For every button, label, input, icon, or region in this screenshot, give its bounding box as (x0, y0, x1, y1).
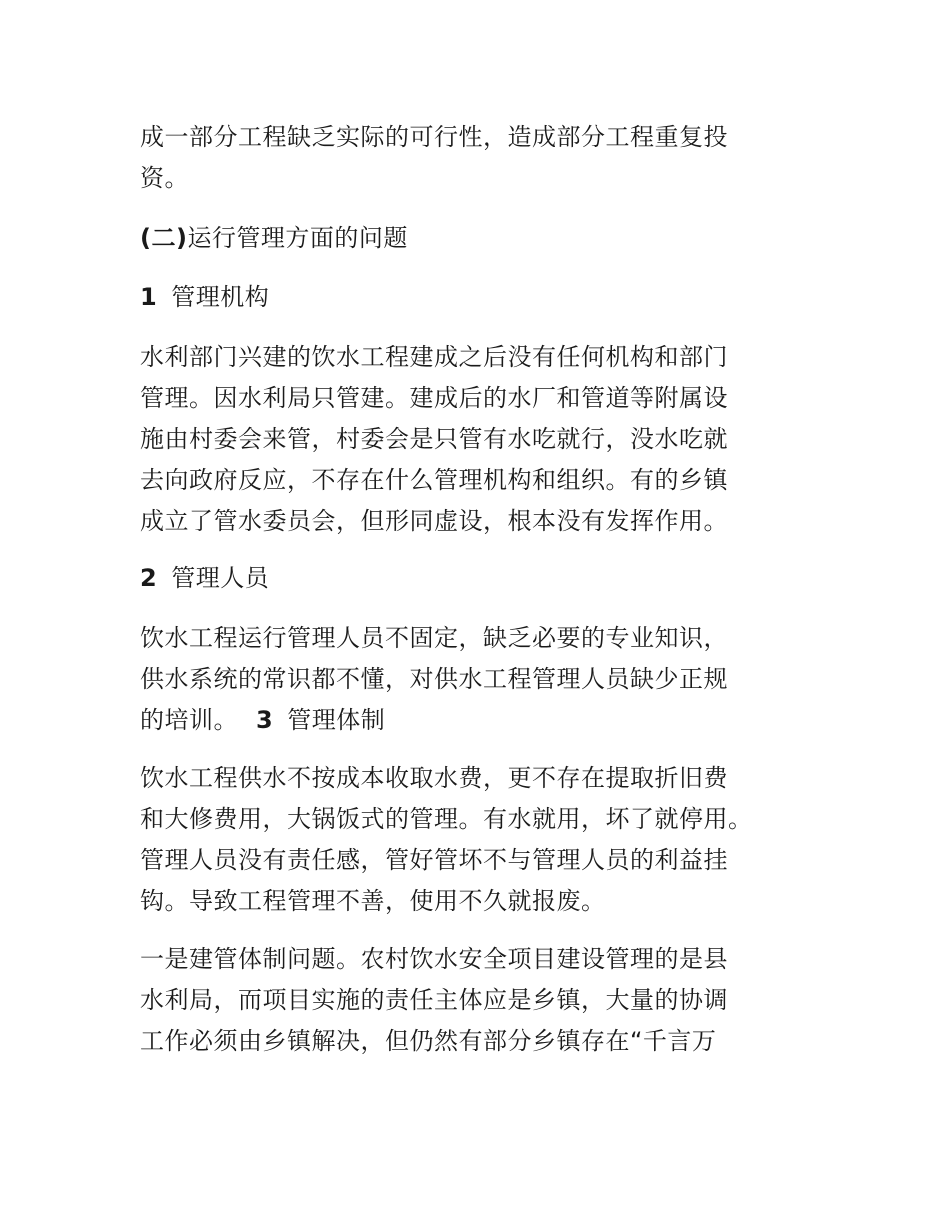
text-line: 饮水工程供水不按成本收取水费，更不存在提取折旧费 (140, 764, 728, 792)
subheading-title: 管理体制 (287, 706, 386, 734)
subheading-number: 2 (140, 564, 158, 592)
subheading-number: 3 (256, 706, 274, 734)
text-line: 工作必须由乡镇解决，但仍然有部分乡镇存在“千言万 (140, 1027, 717, 1055)
paragraph-management-organization (140, 337, 800, 542)
paragraph-intro (140, 117, 800, 199)
subheading-title: 管理机构 (171, 283, 270, 311)
subheading-2 (140, 558, 800, 599)
section-heading (140, 218, 800, 259)
text-line: 成一部分工程缺乏实际的可行性，造成部分工程重复投 (140, 123, 728, 151)
subheading-1 (140, 277, 800, 318)
text-line: 水利局，而项目实施的责任主体应是乡镇，大量的协调 (140, 986, 728, 1014)
text-line: 管理。因水利局只管建。建成后的水厂和管道等附属设 (140, 384, 728, 412)
text-line-with-inline-heading (140, 700, 800, 741)
section-heading-title: 运行管理方面的问题 (187, 224, 408, 252)
text-line: 水利部门兴建的饮水工程建成之后没有任何机构和部门 (140, 343, 728, 371)
subheading-number: 1 (140, 283, 158, 311)
text-line: 管理人员没有责任感，管好管坏不与管理人员的利益挂 (140, 846, 728, 874)
paragraph-management-personnel (140, 618, 800, 741)
text-line: 饮水工程运行管理人员不固定，缺乏必要的专业知识， (140, 624, 728, 652)
text-line: 资。 (140, 164, 189, 192)
paragraph-management-system (140, 758, 800, 922)
text-line: 一是建管体制问题。农村饮水安全项目建设管理的是县 (140, 945, 728, 973)
text-line: 去向政府反应，不存在什么管理机构和组织。有的乡镇 (140, 466, 728, 494)
subheading-title: 管理人员 (171, 564, 270, 592)
text-line: 施由村委会来管，村委会是只管有水吃就行，没水吃就 (140, 425, 728, 453)
paragraph-construction-management (140, 939, 800, 1062)
text-line: 和大修费用，大锅饭式的管理。有水就用，坏了就停用。 (140, 805, 753, 833)
text-line: 钩。导致工程管理不善，使用不久就报废。 (140, 887, 606, 915)
text-line: 供水系统的常识都不懂，对供水工程管理人员缺少正规 (140, 665, 728, 693)
section-heading-prefix: (二) (140, 224, 188, 252)
text-line: 成立了管水委员会，但形同虚设，根本没有发挥作用。 (140, 507, 728, 535)
text-fragment: 的培训。 (140, 706, 238, 734)
